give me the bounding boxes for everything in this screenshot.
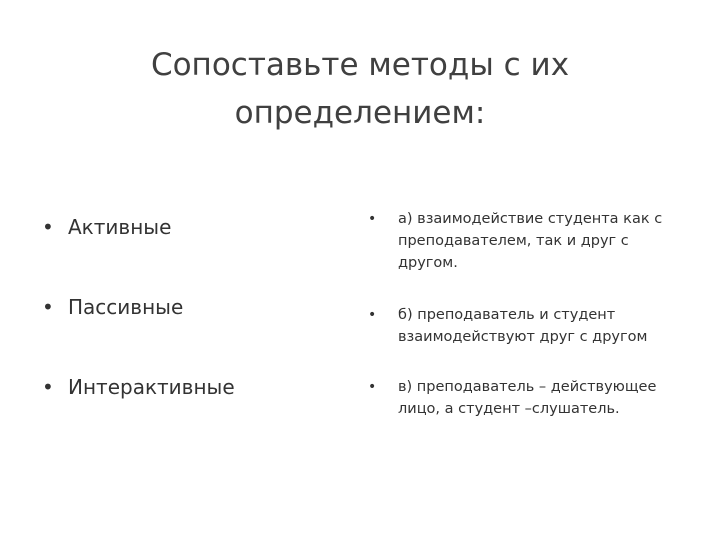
method-item-active <box>42 214 171 240</box>
definition-text: в) преподаватель – действующее лицо, а студент –слушатель. <box>398 379 657 417</box>
bullet: • <box>368 211 377 227</box>
bullet: • <box>42 375 54 399</box>
bullet: • <box>368 307 377 323</box>
slide-title <box>60 41 660 137</box>
bullet: • <box>42 295 54 319</box>
method-item-passive <box>42 294 183 320</box>
method-label: Пассивные <box>68 295 184 319</box>
definition-text: а) взаимодействие студента как с преподавателем, так и друг с другом. <box>398 211 663 271</box>
definition-text: б) преподаватель и студент взаимодействуют друг с другом <box>398 307 648 345</box>
slide-title-line-2: определением: <box>234 94 486 131</box>
method-item-interactive <box>42 374 235 400</box>
bullet: • <box>368 379 377 395</box>
bullet: • <box>42 215 54 239</box>
slide-title-line-1: Сопоставьте методы с их <box>150 46 570 83</box>
method-label: Активные <box>68 215 172 239</box>
method-label: Интерактивные <box>68 375 235 399</box>
